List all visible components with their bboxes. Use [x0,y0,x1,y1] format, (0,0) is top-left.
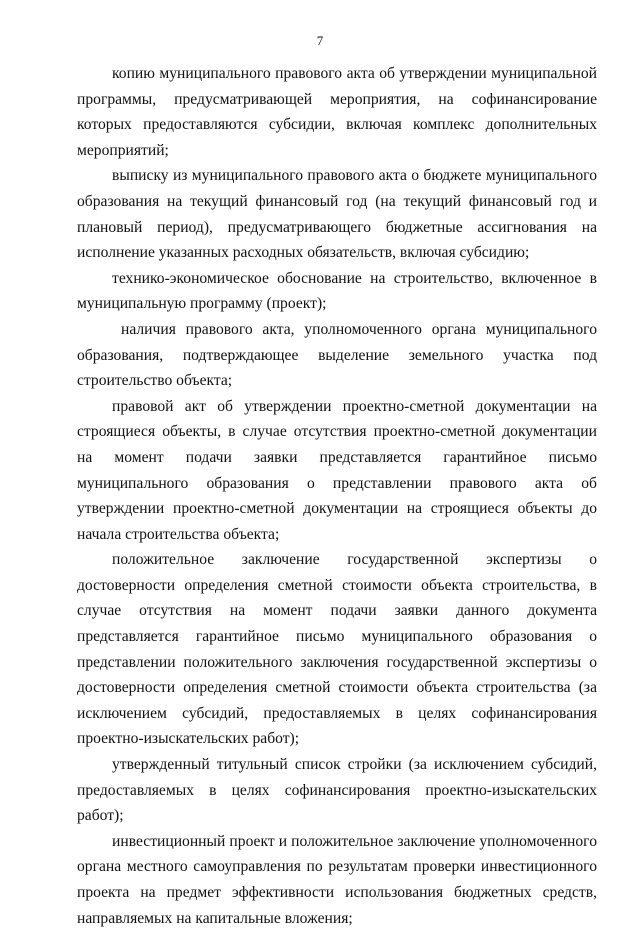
paragraph-budget-extract: выписку из муниципального правового акта о бюджете муниципального образования на текущий финансовый год (на текущий финансовый год и плановый период), предусматривающего бюджетные ассигнования на исполнение указанных расходных обязательств, включая субсидию; [77,167,597,262]
document-body [77,61,597,931]
paragraph-feasibility-study: технико-экономическое обоснование на строительство, включенное в муниципальную программу (проект); [77,269,597,313]
paragraph-state-expertise: положительное заключение государственной экспертизы о достоверности определения сметной стоимости объекта строительства, в случае отсутствия на момент подачи заявки данного документа представляется гарантийное письмо муниципального образования о представлении положительного заключения государственной экспертизы о достоверности определения сметной стоимости объекта строительства (за исключением субсидий, предоставляемых в целях софинансирования проектно-изыскательских работ); [77,551,597,748]
paragraph-title-list: утвержденный титульный список стройки (за исключением субсидий, предоставляемых в целях софинансирования проектно-изыскательских работ); [77,756,597,825]
paragraph-investment-project: инвестиционный проект и положительное заключение уполномоченного органа местного самоуправления по результатам проверки инвестиционного проекта на предмет эффективности использования бюджетных средств, направляемых на капитальные вложения; [77,832,597,927]
paragraph-land-plot-act: наличия правового акта, уполномоченного органа муниципального образования, подтверждающее выделение земельного участка под строительство объекта; [77,320,597,390]
paragraph-design-estimate-act: правовой акт об утверждении проектно-сметной документации на строящиеся объекты, в случае отсутствия проектно-сметной документации на момент подачи заявки представляется гарантийное письмо муниципального образования о представлении правового акта об утверждении проектно-сметной документации на строящиеся объекты до начала строительства объекта; [77,397,597,543]
paragraph-municipal-program-copy: копию муниципального правового акта об утверждении муниципальной программы, предусматривающей мероприятия, на софинансирование которых предоставляются субсидии, включая комплекс дополнительных мероприятий; [77,65,597,159]
page-number: 7 [316,33,324,48]
